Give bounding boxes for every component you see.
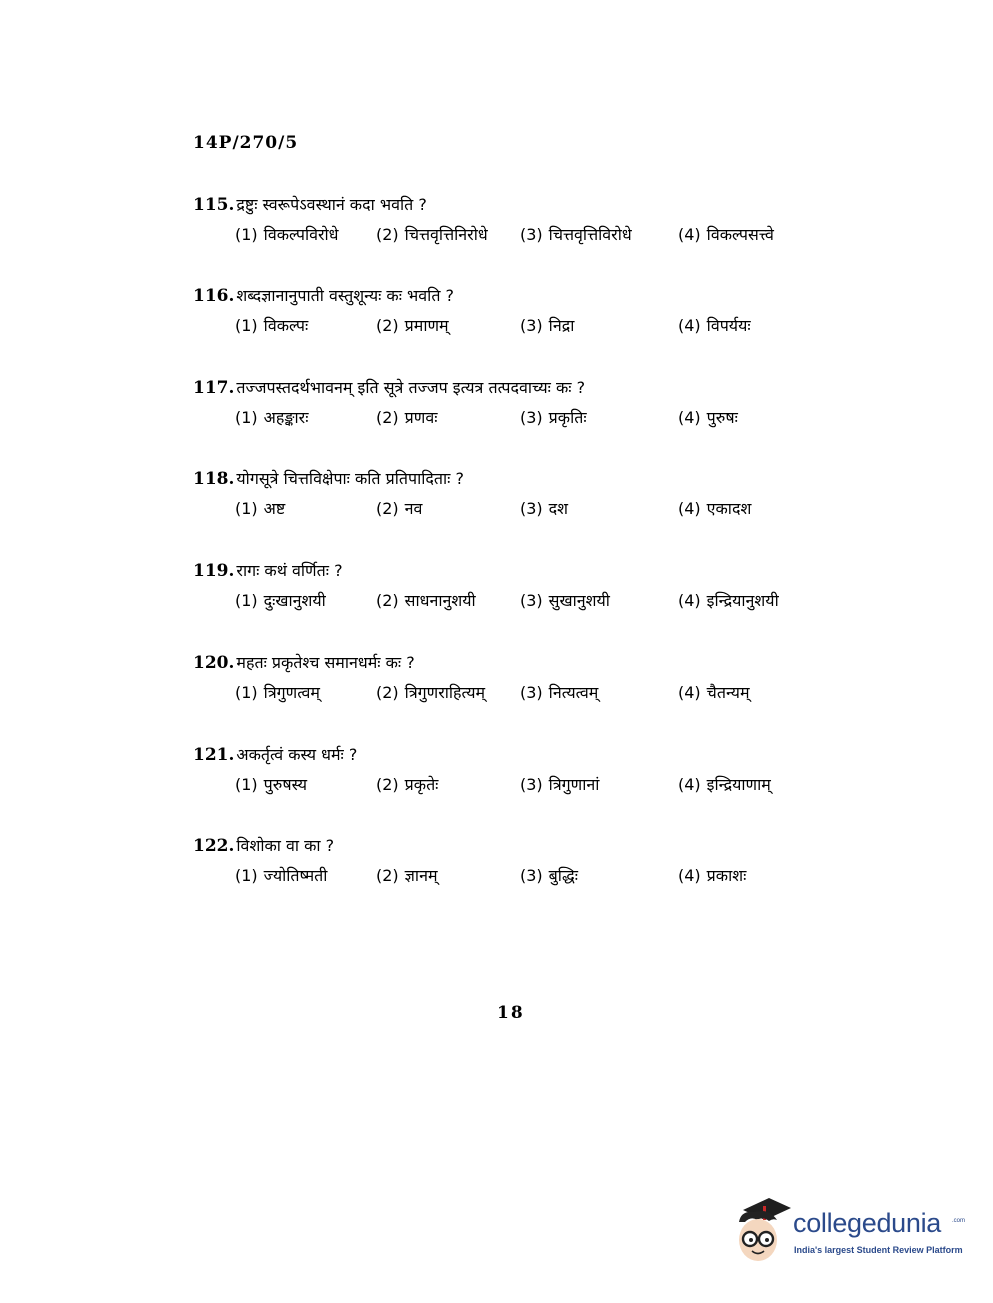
options-row: [193, 314, 833, 342]
question-116: [193, 284, 833, 342]
question-stem: [193, 559, 833, 581]
question-text: अकर्तृत्वं कस्य धर्मः ?: [236, 745, 358, 764]
options-row: [193, 589, 833, 617]
option-4: (4) विकल्पसत्त्वे: [678, 225, 774, 244]
question-118: [193, 467, 833, 525]
option-4: (4) एकादश: [678, 499, 752, 518]
question-text: रागः कथं वर्णितः ?: [236, 561, 343, 580]
logo-domain-suffix: .com: [952, 1218, 966, 1224]
option-3: (3) निद्रा: [520, 316, 575, 335]
options-row: [193, 406, 833, 434]
question-stem: [193, 193, 833, 215]
option-1: (1) अहङ्कारः: [235, 408, 309, 427]
question-stem: [193, 376, 833, 398]
options-row: [193, 773, 833, 801]
page-number: 18: [497, 1003, 525, 1023]
option-4: (4) चैतन्यम्: [678, 683, 750, 702]
question-stem: [193, 834, 833, 856]
question-text: द्रष्टुः स्वरूपेऽवस्थानं कदा भवति ?: [236, 195, 427, 214]
question-number: 118.: [193, 469, 235, 489]
question-number: 121.: [193, 745, 235, 765]
option-2: (2) प्रणवः: [376, 408, 438, 427]
logo-tagline: India's largest Student Review Platform: [794, 1245, 963, 1255]
question-stem: [193, 284, 833, 306]
question-text: विशोका वा का ?: [236, 836, 335, 855]
question-stem: [193, 743, 833, 765]
option-2: (2) चित्तवृत्तिनिरोधे: [376, 225, 488, 244]
option-1: (1) अष्ट: [235, 499, 286, 518]
question-text: योगसूत्रे चित्तविक्षेपाः कति प्रतिपादिताः ?: [236, 469, 464, 488]
option-4: (4) विपर्ययः: [678, 316, 751, 335]
option-2: (2) प्रमाणम्: [376, 316, 449, 335]
question-stem: [193, 467, 833, 489]
option-1: (1) त्रिगुणत्वम्: [235, 683, 320, 702]
option-1: (1) विकल्पः: [235, 316, 309, 335]
question-number: 120.: [193, 653, 235, 673]
option-2: (2) त्रिगुणराहित्यम्: [376, 683, 486, 702]
option-3: (3) चित्तवृत्तिविरोधे: [520, 225, 632, 244]
option-2: (2) साधनानुशयी: [376, 591, 476, 610]
option-1: (1) ज्योतिष्मती: [235, 866, 328, 885]
mascot-icon: [733, 1196, 791, 1266]
option-4: (4) प्रकाशः: [678, 866, 747, 885]
question-text: तज्जपस्तदर्थभावनम् इति सूत्रे तज्जप इत्यत्र तत्पदवाच्यः कः ?: [236, 378, 586, 397]
options-row: [193, 681, 833, 709]
option-3: (3) प्रकृतिः: [520, 408, 587, 427]
question-number: 119.: [193, 561, 235, 581]
question-text: शब्दज्ञानानुपाती वस्तुशून्यः कः भवति ?: [236, 286, 455, 305]
question-119: [193, 559, 833, 617]
options-row: [193, 223, 833, 251]
option-1: (1) पुरुषस्य: [235, 775, 308, 794]
question-120: [193, 651, 833, 709]
option-4: (4) इन्द्रियानुशयी: [678, 591, 779, 610]
question-122: [193, 834, 833, 892]
question-117: [193, 376, 833, 434]
option-1: (1) दुःखानुशयी: [235, 591, 326, 610]
option-2: (2) ज्ञानम्: [376, 866, 438, 885]
option-2: (2) नव: [376, 499, 423, 518]
question-number: 117.: [193, 378, 235, 398]
question-number: 115.: [193, 195, 235, 215]
option-3: (3) दश: [520, 499, 569, 518]
option-4: (4) इन्द्रियाणाम्: [678, 775, 771, 794]
option-3: (3) नित्यत्वम्: [520, 683, 599, 702]
option-1: (1) विकल्पविरोधे: [235, 225, 339, 244]
options-row: [193, 864, 833, 892]
option-3: (3) बुद्धिः: [520, 866, 578, 885]
question-number: 116.: [193, 286, 235, 306]
option-3: (3) सुखानुशयी: [520, 591, 610, 610]
options-row: [193, 497, 833, 525]
question-121: [193, 743, 833, 801]
option-2: (2) प्रकृतेः: [376, 775, 439, 794]
question-number: 122.: [193, 836, 235, 856]
question-text: महतः प्रकृतेश्च समानधर्मः कः ?: [236, 653, 415, 672]
paper-code: 14P/270/5: [193, 133, 299, 153]
option-3: (3) त्रिगुणानां: [520, 775, 600, 794]
logo-wordmark: collegedunia: [793, 1208, 942, 1238]
question-115: [193, 193, 833, 251]
collegedunia-logo: [733, 1196, 966, 1268]
option-4: (4) पुरुषः: [678, 408, 738, 427]
question-stem: [193, 651, 833, 673]
